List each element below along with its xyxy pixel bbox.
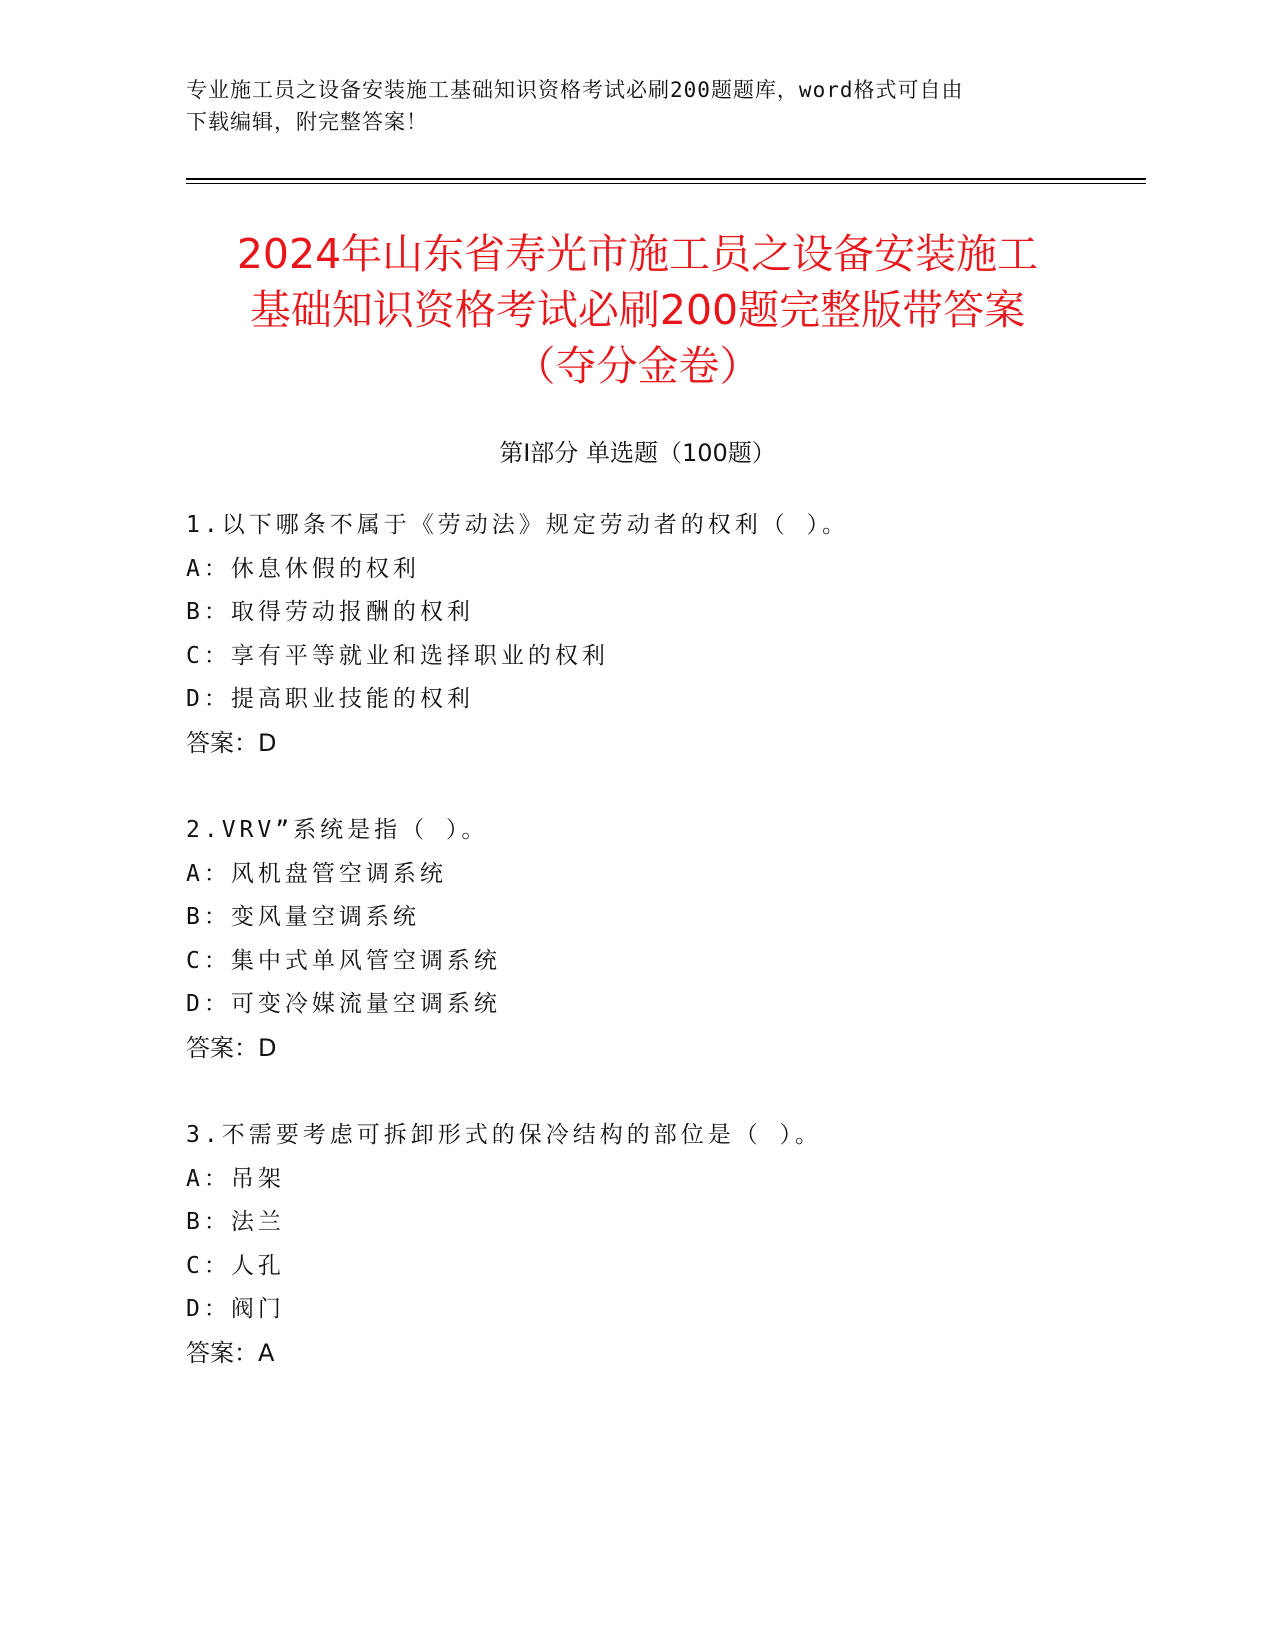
question-3-option-b: B：法兰 xyxy=(186,1209,285,1235)
question-1-option-c: C：享有平等就业和选择职业的权利 xyxy=(186,643,609,669)
question-2-option-d: D：可变冷媒流量空调系统 xyxy=(186,991,501,1017)
question-3-option-d: D：阀门 xyxy=(186,1296,285,1322)
answer-label: 答案： xyxy=(186,1034,258,1062)
question-1-option-b: B：取得劳动报酬的权利 xyxy=(186,599,474,625)
header-note-line-1: 专业施工员之设备安装施工基础知识资格考试必刷200题题库，word格式可自由 xyxy=(186,78,964,102)
answer-value: A xyxy=(258,1339,275,1367)
answer-label: 答案： xyxy=(186,1339,258,1367)
header-note-line-2: 下载编辑，附完整答案！ xyxy=(186,110,428,134)
question-2-option-a: A：风机盘管空调系统 xyxy=(186,861,447,887)
question-3-option-c: C：人孔 xyxy=(186,1253,285,1279)
question-1-answer xyxy=(186,728,276,758)
header-divider-thin xyxy=(186,183,1146,184)
question-2-stem: 2.VRV”系统是指（ ）。 xyxy=(186,817,489,843)
question-2-answer xyxy=(186,1033,276,1063)
answer-value: D xyxy=(258,729,277,757)
header-divider-thick xyxy=(186,178,1146,180)
question-1-stem: 1.以下哪条不属于《劳动法》规定劳动者的权利（ ）。 xyxy=(186,512,850,538)
title-line-3: （夺分金卷） xyxy=(514,342,761,390)
answer-value: D xyxy=(258,1034,277,1062)
question-2-option-c: C：集中式单风管空调系统 xyxy=(186,948,501,974)
section-heading: 第I部分 单选题（100题） xyxy=(499,439,776,467)
header-note xyxy=(186,74,1086,138)
question-1-option-a: A：休息休假的权利 xyxy=(186,556,420,582)
question-3-answer xyxy=(186,1338,274,1368)
title-line-2: 基础知识资格考试必刷200题完整版带答案 xyxy=(249,286,1026,334)
title-line-1: 2024年山东省寿光市施工员之设备安装施工 xyxy=(236,230,1039,278)
question-3-option-a: A：吊架 xyxy=(186,1166,285,1192)
answer-label: 答案： xyxy=(186,729,258,757)
document-title xyxy=(100,226,1175,394)
question-3-stem: 3.不需要考虑可拆卸形式的保冷结构的部位是（ ）。 xyxy=(186,1122,823,1148)
question-1-option-d: D：提高职业技能的权利 xyxy=(186,686,474,712)
question-2-option-b: B：变风量空调系统 xyxy=(186,904,420,930)
